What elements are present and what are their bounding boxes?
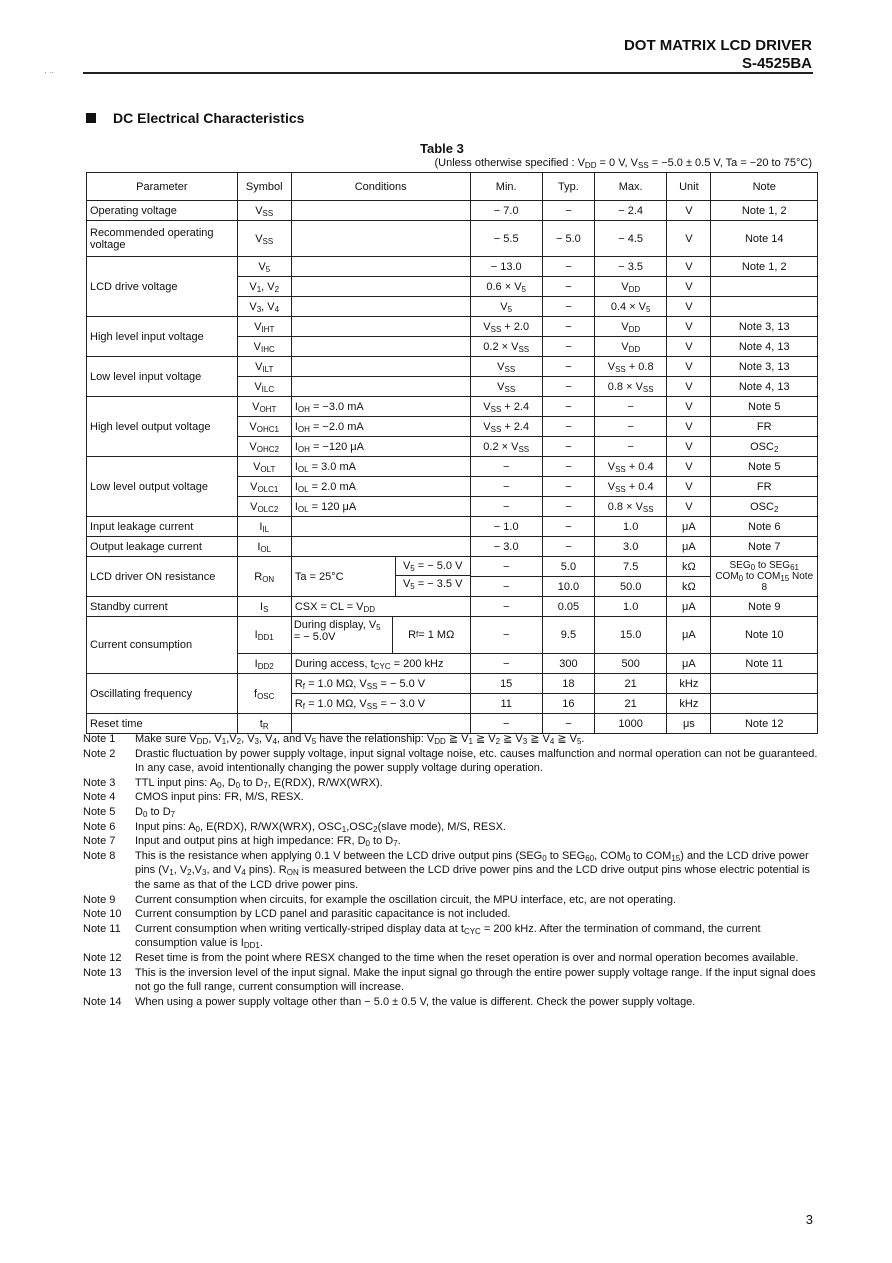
param-cell: LCD drive voltage [87,257,238,317]
table-condition: (Unless otherwise specified : $V_{DD} = 0$ V, $V_{SS} = -5.0 \pm 0.5$ V, Ta = −20 to 75°C) [434,157,812,170]
min-cell: − [470,557,542,577]
unit-cell: kHz [667,674,711,694]
max-cell: − 3.5 [595,257,667,277]
conditions-cell [291,337,470,357]
conditions-cell: $R_f = 1.0$ MΩ, $V_{SS}$ = − 5.0 V [291,674,470,694]
unit-cell: μA [667,617,711,654]
typ-cell: − [542,277,594,297]
note-label: Note 13 [83,966,122,979]
note-item [83,732,818,747]
conditions-cell: $I_{OH} = -3.0$ mA [291,397,470,417]
symbol-cell: $V_{IHT}$ [237,317,291,337]
note-label: Note 6 [83,820,116,833]
unit-cell: V [667,297,711,317]
min-cell: − 5.5 [470,221,542,257]
min-cell: − [470,457,542,477]
table-row [87,517,818,537]
param-cell: High level output voltage [87,397,238,457]
conditions-cell [291,277,470,297]
note-cell: Note 6 [711,517,818,537]
note-cell: Note 3, 13 [711,357,818,377]
symbol-cell: $f_{OSC}$ [237,674,291,714]
conditions-cell: $I_{OH} = -120$ μA [291,437,470,457]
note-cell: FR [711,417,818,437]
min-cell: − 7.0 [470,201,542,221]
typ-cell: 10.0 [542,577,594,597]
typ-cell: 300 [542,654,594,674]
note-cell: Note 7 [711,537,818,557]
table-row [87,201,818,221]
max-cell: $V_{DD}$ [595,337,667,357]
symbol-cell: $V_{IHC}$ [237,337,291,357]
typ-cell: − [542,337,594,357]
max-cell: $V_{DD}$ [595,317,667,337]
table-row [87,597,818,617]
col-header-typ: Typ. [542,173,594,201]
conditions-cell: During access, $t_{CYC} = 200$ kHz [291,654,470,674]
param-cell: Output leakage current [87,537,238,557]
note-item [83,951,818,966]
typ-cell: − [542,437,594,457]
conditions-cell [291,221,470,257]
note-text: Input and output pins at high impedance: FR, $D_0$ to $D_7$. [135,835,401,849]
ta-condition: Ta = 25°C [292,557,396,596]
table-row [87,257,818,277]
conditions-cell [291,317,470,337]
table-row [87,714,818,734]
symbol-cell: $I_{DD2}$ [237,654,291,674]
table-title: Table 3 [420,141,464,156]
note-item [83,776,818,791]
note-cell: $OSC_2$ [711,437,818,457]
typ-cell: − [542,497,594,517]
note-cell: Note 12 [711,714,818,734]
note-label: Note 1 [83,733,116,745]
conditions-cell: $R_f = 1.0$ MΩ, $V_{SS}$ = − 3.0 V [291,694,470,714]
max-cell: − [595,397,667,417]
max-cell: 15.0 [595,617,667,654]
min-cell: 15 [470,674,542,694]
note-text: TTL input pins: $A_0$, $D_0$ to $D_7$, E(RDX), R/WX(WRX). [135,776,383,790]
note-text: When using a power supply voltage other than − 5.0 ± 0.5 V, the value is different. Check the power supply voltage. [135,995,696,1008]
note-item [83,995,818,1010]
conditions-cell [291,297,470,317]
typ-cell: − [542,297,594,317]
conditions-cell [291,357,470,377]
max-cell: $V_{DD}$ [595,277,667,297]
unit-cell: μs [667,714,711,734]
typ-cell: − [542,457,594,477]
conditions-cell: $I_{OL} = 120$ μA [291,497,470,517]
v5-condition: $V_5$ = − 5.0 V [396,557,470,576]
min-cell: $V_{SS}$ [470,357,542,377]
unit-cell: V [667,477,711,497]
unit-cell: V [667,337,711,357]
symbol-cell: $t_R$ [237,714,291,734]
min-cell: − [470,654,542,674]
typ-cell: 0.05 [542,597,594,617]
max-cell: − 4.5 [595,221,667,257]
min-cell: − 3.0 [470,537,542,557]
typ-cell: 16 [542,694,594,714]
symbol-cell: $I_{IL}$ [237,517,291,537]
unit-cell: V [667,277,711,297]
max-cell: − [595,417,667,437]
symbol-cell: $V_{OLT}$ [237,457,291,477]
table-row [87,357,818,377]
symbol-cell: $V_1$, $V_2$ [237,277,291,297]
note-cell: Note 1, 2 [711,257,818,277]
header-tick-mark: · ·· [44,68,55,77]
note-item [83,820,818,835]
max-cell: 21 [595,674,667,694]
notes-list [83,732,818,1009]
min-cell: $0.6 \times V_5$ [470,277,542,297]
min-cell: 11 [470,694,542,714]
max-cell: 21 [595,694,667,714]
min-cell: $V_{SS} + 2.4$ [470,397,542,417]
unit-cell: V [667,497,711,517]
table-header-row [87,173,818,201]
max-cell: 50.0 [595,577,667,597]
conditions-cell: $I_{OH} = -2.0$ mA [291,417,470,437]
table-row [87,617,818,654]
min-cell: $V_{SS}$ [470,377,542,397]
max-cell: $0.8 \times V_{SS}$ [595,377,667,397]
max-cell: 500 [595,654,667,674]
note-item [83,790,818,805]
symbol-cell: $V_{OLC1}$ [237,477,291,497]
typ-cell: − [542,201,594,221]
note-item [83,966,818,995]
min-cell: $0.2 \times V_{SS}$ [470,437,542,457]
typ-cell: 9.5 [542,617,594,654]
param-cell: Low level input voltage [87,357,238,397]
unit-cell: μA [667,654,711,674]
conditions-cell [291,377,470,397]
max-cell: 3.0 [595,537,667,557]
typ-cell: − [542,517,594,537]
col-header-note: Note [711,173,818,201]
note-cell [711,694,818,714]
note-cell: Note 3, 13 [711,317,818,337]
note-text: Current consumption by LCD panel and parasitic capacitance is not included. [135,908,511,921]
symbol-cell: $R_{ON}$ [237,557,291,597]
table-row [87,221,818,257]
conditions-cell: $I_{OL} = 3.0$ mA [291,457,470,477]
note-label: Note 12 [83,951,122,964]
note-cell: Note 4, 13 [711,337,818,357]
note-cell [711,297,818,317]
section-title: DC Electrical Characteristics [113,110,305,126]
note-item [83,834,818,849]
unit-cell: V [667,317,711,337]
min-cell: $V_5$ [470,297,542,317]
symbol-cell: $V_{ILC}$ [237,377,291,397]
typ-cell: − [542,397,594,417]
min-cell: − [470,577,542,597]
conditions-cell [291,201,470,221]
table-row [87,674,818,694]
note-text: Drastic fluctuation by power supply voltage, input signal voltage noise, etc. causes malfunction and normal operation can not be guaranteed. In any case, avoid intentionally changing the power supply voltage during operation. [135,747,818,775]
unit-cell: kΩ [667,557,711,577]
table-row [87,557,818,577]
conditions-cell [291,517,470,537]
param-cell: LCD driver ON resistance [87,557,238,597]
note-cell: FR [711,477,818,497]
note-item [83,849,818,893]
symbol-cell: $I_S$ [237,597,291,617]
v5-condition: $V_5$ = − 3.5 V [402,578,463,591]
note-item [83,893,818,908]
table-row [87,457,818,477]
note-label: Note 4 [83,791,116,804]
header-rule [83,72,813,74]
symbol-cell: $I_{DD1}$ [237,617,291,654]
conditions-cell [291,617,470,654]
symbol-cell: $I_{OL}$ [237,537,291,557]
max-cell: $V_{SS} + 0.8$ [595,357,667,377]
typ-cell: − [542,377,594,397]
note-cell [711,277,818,297]
param-cell: Input leakage current [87,517,238,537]
note-label: Note 14 [83,995,122,1008]
param-cell: Recommended operating voltage [87,221,238,257]
min-cell: − 1.0 [470,517,542,537]
unit-cell: μA [667,517,711,537]
note-cell: Note 4, 13 [711,377,818,397]
symbol-cell: $V_{OLC2}$ [237,497,291,517]
typ-cell: − [542,257,594,277]
max-cell: − [595,437,667,457]
conditions-cell [291,557,470,597]
unit-cell: μA [667,537,711,557]
min-cell: − [470,497,542,517]
unit-cell: kHz [667,694,711,714]
symbol-cell: $V_{OHC2}$ [237,437,291,457]
note-cell: Note 11 [711,654,818,674]
note-label: Note 9 [83,893,116,906]
note-text: Make sure $V_{DD}$, $V_1,V_2$, $V_3$, $V_4$, and $V_5$ have the relationship: $V_{DD}$ ≧ $V_1$ ≧ $V_2$ ≧ $V_3$ ≧ $V_4$ ≧ $V_5$. [135,733,585,746]
max-cell: $0.8 \times V_{SS}$ [595,497,667,517]
param-cell: Current consumption [87,617,238,674]
symbol-cell: $V_{SS}$ [237,221,291,257]
note-item [83,747,818,776]
param-cell: Reset time [87,714,238,734]
col-header-min: Min. [470,173,542,201]
note-text: Current consumption when writing vertically-striped display data at $t_{CYC} = 200$ kHz. After the termination of command, the current consumption value is $I_{DD1}$. [135,922,761,951]
typ-cell: − 5.0 [542,221,594,257]
conditions-cell [291,537,470,557]
unit-cell: V [667,257,711,277]
conditions-cell: $I_{OL} = 2.0$ mA [291,477,470,497]
symbol-cell: $V_{ILT}$ [237,357,291,377]
unit-cell: V [667,357,711,377]
max-cell: 1.0 [595,597,667,617]
page-number: 3 [805,1212,813,1227]
min-cell: − [470,617,542,654]
note-label: Note 11 [83,922,121,935]
table-row [87,317,818,337]
note-cell: Note 1, 2 [711,201,818,221]
max-cell: 1000 [595,714,667,734]
conditions-cell: CSX = CL = $V_{DD}$ [291,597,470,617]
typ-cell: − [542,477,594,497]
table-row [87,397,818,417]
unit-cell: V [667,457,711,477]
note-cell: Note 5 [711,457,818,477]
unit-cell: V [667,417,711,437]
note-cell: Note 14 [711,221,818,257]
note-text: This is the resistance when applying 0.1 V between the LCD drive output pins ($SEG_0$ to $SEG_{60}$, $COM_0$ to $COM_{15}$) and the LCD drive power pins ($V_1$, $V_2,V_3$, and $V_4$ pins). $R_{ON}$ is measured between the LCD drive power pins and the LCD drive output pins whose electric potential is the same as that of the LCD drive power pins. [135,849,810,891]
note-cell: $OSC_2$ [711,497,818,517]
param-cell: Operating voltage [87,201,238,221]
max-cell: − 2.4 [595,201,667,221]
note-label: Note 7 [83,835,116,848]
section-heading [86,110,304,126]
note-text: This is the inversion level of the input signal. Make the input signal go through the entire power supply voltage range. If the input signal does not go the full range, current consumption will increase. [135,966,816,994]
bullet-square-icon [86,113,96,123]
max-cell: $0.4 \times V_5$ [595,297,667,317]
rf-condition: R f = 1 MΩ [408,629,455,641]
note-label: Note 5 [83,805,116,818]
min-cell: $V_{SS} + 2.4$ [470,417,542,437]
typ-cell: − [542,714,594,734]
typ-cell: − [542,537,594,557]
note-cell: Note 10 [711,617,818,654]
unit-cell: V [667,377,711,397]
note-text: Input pins: $A_0$, E(RDX), R/WX(WRX), $OSC_1,OSC_2(slave$ mode), M/S, RESX. [135,820,506,834]
max-cell: $V_{SS} + 0.4$ [595,477,667,497]
unit-cell: V [667,201,711,221]
typ-cell: − [542,317,594,337]
param-cell: Standby current [87,597,238,617]
col-header-symbol: Symbol [237,173,291,201]
max-cell: 7.5 [595,557,667,577]
note-cell: Note 5 [711,397,818,417]
unit-cell: kΩ [667,577,711,597]
min-cell: $0.2 \times V_{SS}$ [470,337,542,357]
note-item [83,922,818,951]
symbol-cell: $V_3$, $V_4$ [237,297,291,317]
min-cell: − [470,477,542,497]
unit-cell: μA [667,597,711,617]
note-label: Note 8 [83,849,116,862]
unit-cell: V [667,221,711,257]
header-title: DOT MATRIX LCD DRIVER [623,37,812,54]
max-cell: 1.0 [595,517,667,537]
typ-cell: − [542,357,594,377]
typ-cell: 18 [542,674,594,694]
symbol-cell: $V_{SS}$ [237,201,291,221]
col-header-parameter: Parameter [87,173,238,201]
note-text: $D_0$ to $D_7$ [135,805,176,819]
symbol-cell: $V_{OHT}$ [237,397,291,417]
unit-cell: V [667,437,711,457]
note-text: Reset time is from the point where RESX changed to the time when the reset operation is over and normal operation becomes available. [135,951,799,964]
typ-cell: − [542,417,594,437]
symbol-cell: $V_5$ [237,257,291,277]
param-cell: High level input voltage [87,317,238,357]
col-header-max: Max. [595,173,667,201]
col-header-conditions: Conditions [291,173,470,201]
max-cell: $V_{SS} + 0.4$ [595,457,667,477]
note-cell: $SEG_0$ to $SEG_{61}$ $COM_0$ to $COM_{15}$ Note 8 [711,557,818,597]
note-text: CMOS input pins: FR, M/S, RESX. [135,791,304,804]
table-row [87,537,818,557]
param-cell: Oscillating frequency [87,674,238,714]
symbol-cell: $V_{OHC1}$ [237,417,291,437]
col-header-unit: Unit [667,173,711,201]
note-item [83,805,818,820]
header-part-number: S-4525BA [741,55,812,72]
unit-cell: V [667,397,711,417]
min-cell: − [470,714,542,734]
min-cell: − [470,597,542,617]
min-cell: $V_{SS} + 2.0$ [470,317,542,337]
during-display-condition: During display, $V_5$ = − 5.0V [292,617,393,653]
conditions-cell [291,714,470,734]
conditions-cell [291,257,470,277]
typ-cell: 5.0 [542,557,594,577]
note-label: Note 3 [83,776,116,789]
min-cell: − 13.0 [470,257,542,277]
param-cell: Low level output voltage [87,457,238,517]
note-label: Note 10 [83,908,122,921]
note-cell [711,674,818,694]
note-text: Current consumption when circuits, for example the oscillation circuit, the MPU interface, etc, are not operating. [135,893,677,906]
note-item [83,907,818,922]
note-cell: Note 9 [711,597,818,617]
note-label: Note 2 [83,747,116,760]
dc-characteristics-table [86,172,818,734]
document-header [624,37,812,73]
